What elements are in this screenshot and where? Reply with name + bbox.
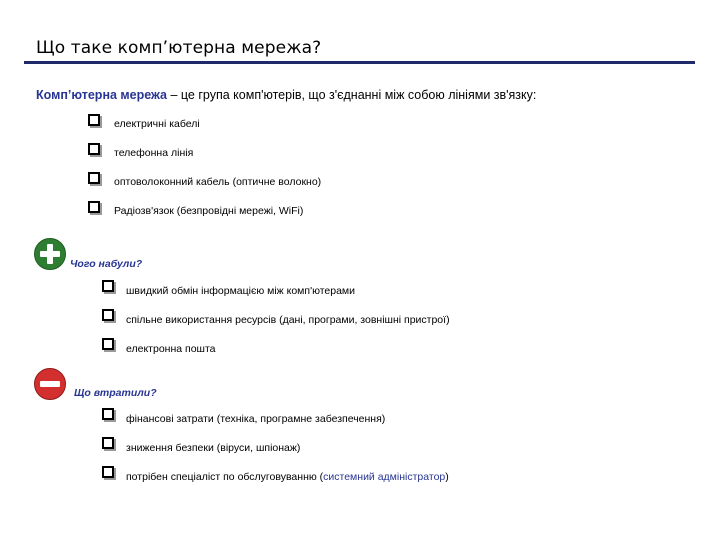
gains-heading: Чого набули? (70, 258, 143, 270)
list-item-text-suffix: ) (445, 471, 449, 483)
list-item-text (126, 471, 449, 483)
list-item-text: телефонна лінія (114, 147, 194, 159)
minus-circle-icon (34, 368, 66, 400)
definition-term: Комп’ютерна мережа (36, 88, 168, 102)
sysadmin-highlight: системний адміністратор (323, 471, 446, 483)
list-item-text: швидкий обмін інформацією між комп'ютерами (126, 285, 356, 297)
list-item-text: фінансові затрати (техніка, програмне забезпечення) (126, 413, 386, 425)
checkbox-bullet-icon (102, 280, 114, 292)
checkbox-bullet-icon (102, 437, 114, 449)
list-item-text: Радіозв'язок (безпровідні мережі, WiFi) (114, 205, 304, 217)
list-item-text-prefix: потрібен спеціаліст по обслуговуванню ( (126, 471, 324, 483)
losses-heading: Що втратили? (74, 387, 157, 399)
checkbox-bullet-icon (102, 338, 114, 350)
list-item-text: електронна пошта (126, 343, 216, 355)
checkbox-bullet-icon (102, 309, 114, 321)
checkbox-bullet-icon (88, 114, 100, 126)
list-item-text: спільне використання ресурсів (дані, програми, зовнішні пристрої) (126, 314, 450, 326)
list-item-text: оптоволоконний кабель (оптичне волокно) (114, 176, 322, 188)
checkbox-bullet-icon (88, 143, 100, 155)
page-title: Що таке комп’ютерна мережа? (36, 38, 322, 58)
title-divider (24, 61, 695, 64)
checkbox-bullet-icon (88, 201, 100, 213)
checkbox-bullet-icon (102, 466, 114, 478)
definition-paragraph (36, 88, 536, 102)
checkbox-bullet-icon (102, 408, 114, 420)
definition-text: – це група комп'ютерів, що з'єднанні між собою лініями зв'язку: (167, 88, 537, 102)
plus-circle-icon (34, 238, 66, 270)
list-item-text: зниження безпеки (віруси, шпіонаж) (126, 442, 301, 454)
checkbox-bullet-icon (88, 172, 100, 184)
list-item-text: електричні кабелі (114, 118, 200, 130)
